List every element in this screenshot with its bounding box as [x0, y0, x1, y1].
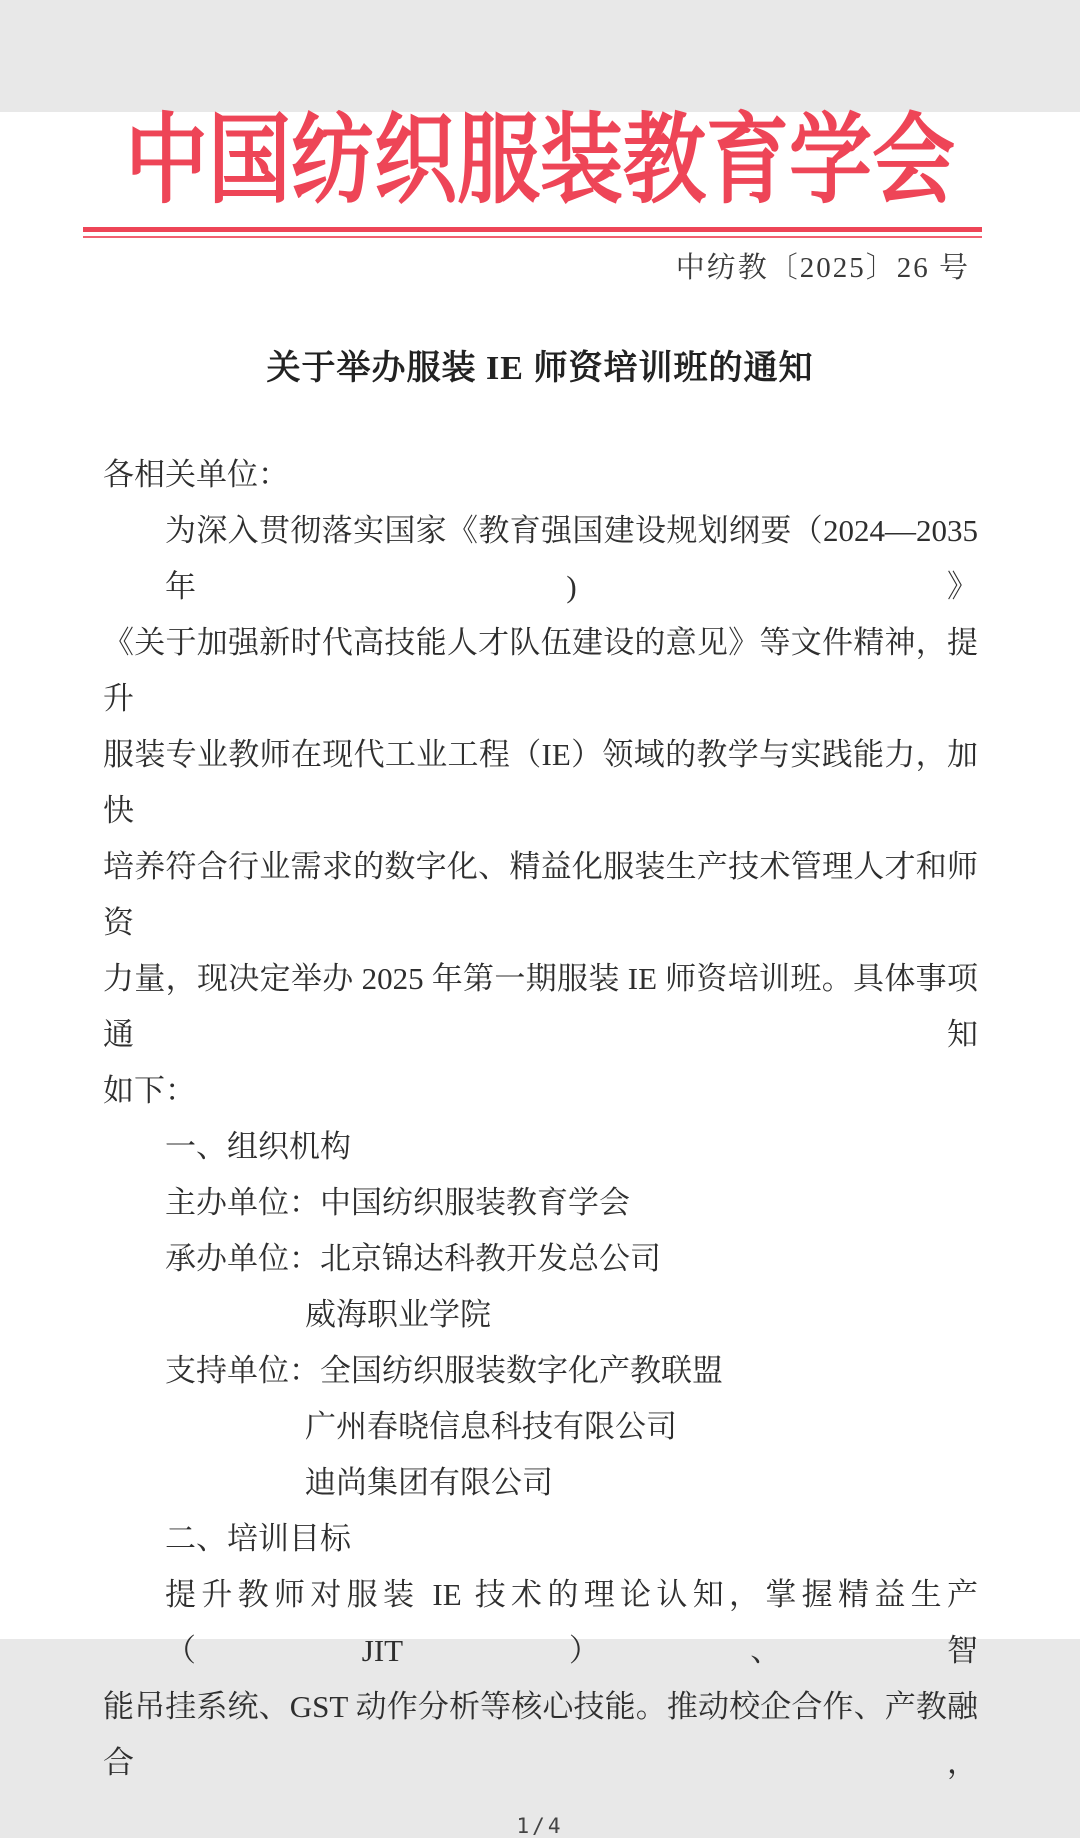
section-heading-2: 二、培训目标 — [165, 1521, 351, 1556]
section-heading-1: 一、组织机构 — [165, 1129, 351, 1164]
body-line-supporter-3: 迪尚集团有限公司 — [305, 1465, 553, 1500]
body-line-host-unit: 主办单位：中国纺织服装教育学会 — [165, 1185, 630, 1220]
body-line: 《关于加强新时代高技能人才队伍建设的意见》等文件精神，提升 — [103, 625, 978, 716]
body-line: 提升教师对服装 IE 技术的理论认知，掌握精益生产（JIT）、智 — [165, 1577, 978, 1668]
body-line: 为深入贯彻落实国家《教育强国建设规划纲要（2024—2035 年)》 — [165, 513, 978, 604]
body-line-supporter: 支持单位：全国纺织服装数字化产教联盟 — [165, 1353, 723, 1388]
separator-line-thick — [83, 227, 982, 232]
page-number: 1/4 — [516, 1814, 564, 1838]
body-line-supporter-2: 广州春晓信息科技有限公司 — [305, 1409, 677, 1444]
notice-title: 关于举办服装 IE 师资培训班的通知 — [266, 350, 814, 387]
letterhead-separator — [83, 227, 982, 238]
document-number: 中纺教〔2025〕26 号 — [675, 252, 970, 284]
body-line: 服装专业教师在现代工业工程（IE）领域的教学与实践能力，加快 — [103, 737, 978, 828]
body-line: 力量，现决定举办 2025 年第一期服装 IE 师资培训班。具体事项通知 — [103, 961, 978, 1052]
letterhead-org-name: 中国纺织服装教育学会 — [125, 106, 955, 215]
body-line: 如下： — [103, 1073, 196, 1108]
notice-body — [103, 447, 978, 1791]
body-line: 能吊挂系统、GST 动作分析等核心技能。推动校企合作、产教融合， — [103, 1689, 978, 1780]
body-line-salutation: 各相关单位： — [103, 457, 289, 492]
body-line-organizer-2: 威海职业学院 — [305, 1297, 491, 1332]
body-line-organizer: 承办单位：北京锦达科教开发总公司 — [165, 1241, 661, 1276]
document-page — [0, 106, 1080, 1838]
separator-line-thin — [83, 236, 982, 238]
body-line: 培养符合行业需求的数字化、精益化服装生产技术管理人才和师资 — [103, 849, 978, 940]
